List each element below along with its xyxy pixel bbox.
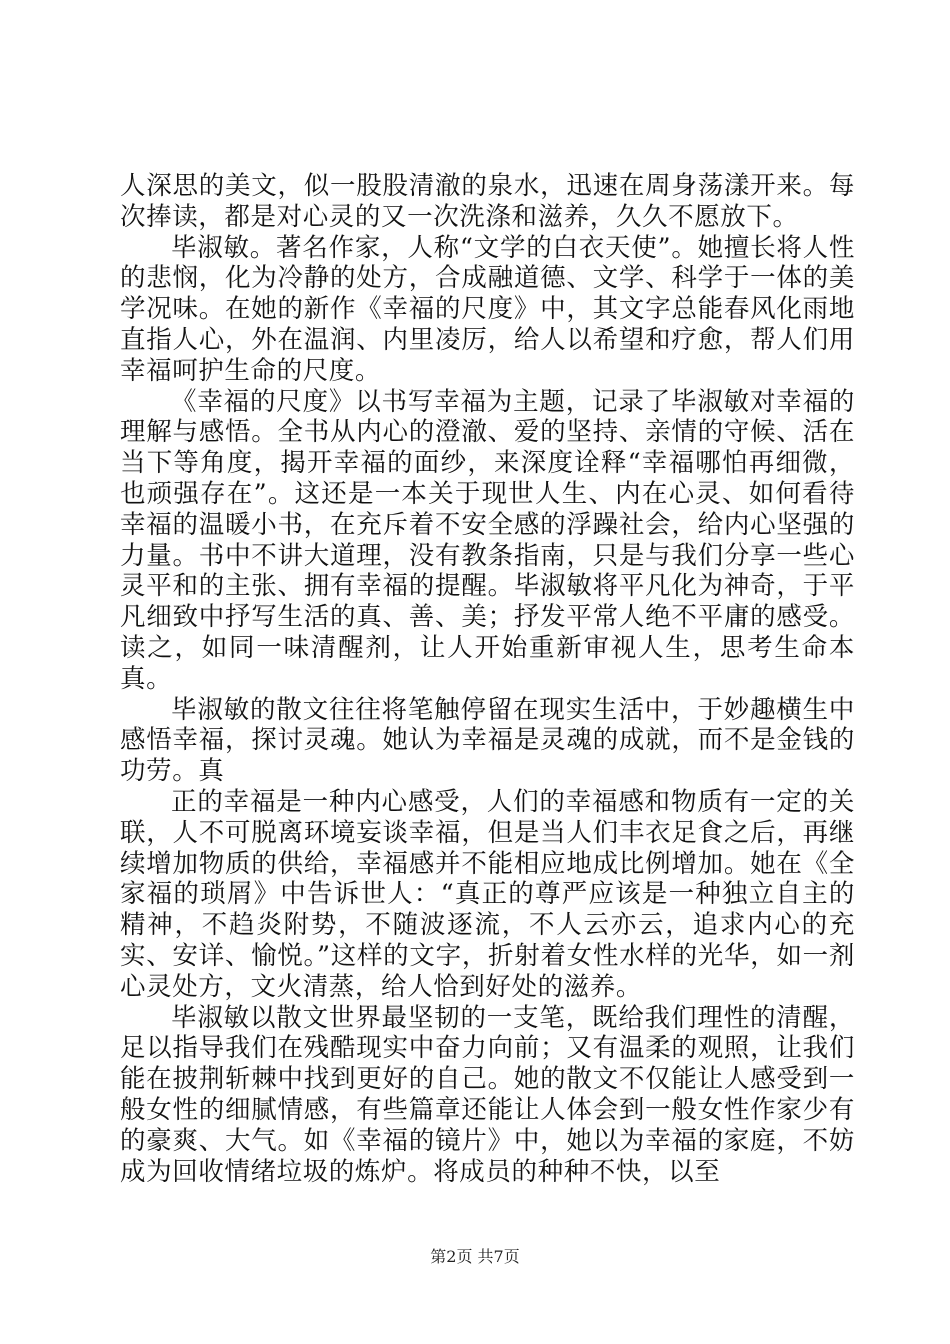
body-text bbox=[120, 171, 855, 1187]
paragraph-4: 毕淑敏的散文往往将笔触停留在现实生活中，于妙趣横生中感悟幸福，探讨灵魂。她认为幸福是灵魂的成就，而不是金钱的功劳。真 bbox=[120, 694, 855, 787]
paragraph-1: 人深思的美文，似一股股清澈的泉水，迅速在周身荡漾开来。每次捧读，都是对心灵的又一次洗涤和滋养，久久不愿放下。 bbox=[120, 171, 855, 232]
paragraph-5: 正的幸福是一种内心感受，人们的幸福感和物质有一定的关联，人不可脱离环境妄谈幸福，但是当人们丰衣足食之后，再继续增加物质的供给，幸福感并不能相应地成比例增加。她在《全家福的琐屑》中告诉世人：“真正的尊严应该是一种独立自主的精神，不趋炎附势，不随波逐流，不人云亦云，追求内心的充实、安详、愉悦。”这样的文字，折射着女性水样的光华，如一剂心灵处方，文火清蒸，给人恰到好处的滋养。 bbox=[120, 786, 855, 1002]
page-footer: 第2页 共7页 bbox=[430, 1247, 520, 1266]
paragraph-3: 《幸福的尺度》以书写幸福为主题，记录了毕淑敏对幸福的理解与感悟。全书从内心的澄澈、爱的坚持、亲情的守候、活在当下等角度，揭开幸福的面纱，来深度诠释“幸福哪怕再细微，也顽强存在”。这还是一本关于现世人生、内在心灵、如何看待幸福的温暖小书，在充斥着不安全感的浮躁社会，给内心坚强的力量。书中不讲大道理，没有教条指南，只是与我们分享一些心灵平和的主张、拥有幸福的提醒。毕淑敏将平凡化为神奇，于平凡细致中抒写生活的真、善、美；抒发平常人绝不平庸的感受。读之，如同一味清醒剂，让人开始重新审视人生，思考生命本真。 bbox=[120, 386, 855, 694]
paragraph-2: 毕淑敏。著名作家，人称“文学的白衣天使”。她擅长将人性的悲悯，化为冷静的处方，合成融道德、文学、科学于一体的美学况味。在她的新作《幸福的尺度》中，其文字总能春风化雨地直指人心，外在温润、内里凌厉，给人以希望和疗愈，帮人们用幸福呵护生命的尺度。 bbox=[120, 232, 855, 386]
paragraph-6: 毕淑敏以散文世界最坚韧的一支笔，既给我们理性的清醒，足以指导我们在残酷现实中奋力向前；又有温柔的观照，让我们能在披荆斩棘中找到更好的自己。她的散文不仅能让人感受到一般女性的细腻情感，有些篇章还能让人体会到一般女性作家少有的豪爽、大气。如《幸福的镜片》中，她以为幸福的家庭，不妨成为回收情绪垃圾的炼炉。将成员的种种不快，以至 bbox=[120, 1002, 855, 1187]
